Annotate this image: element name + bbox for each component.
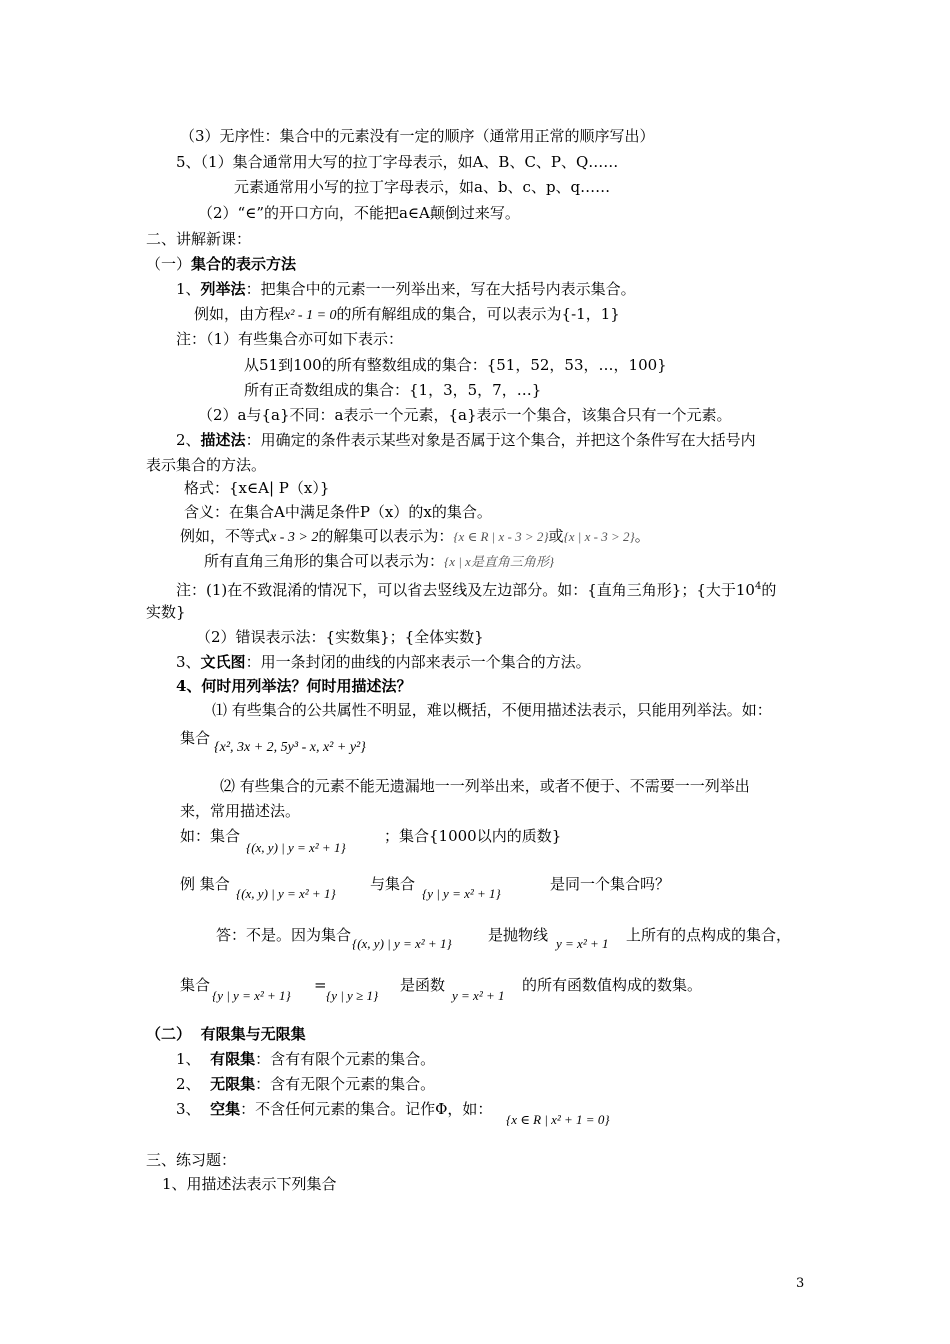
note-text: 注：(1)在不致混淆的情况下，可以省去竖线及左边部分。如：{直角三角形}；{大于10: [176, 581, 755, 599]
item-number: 2、: [176, 1075, 201, 1093]
line-note-omit-bar-cont: 实数}: [146, 603, 186, 621]
line-unordered-property: （3）无序性：集合中的元素没有一定的顺序（通常用正常的顺序写出）: [180, 127, 655, 145]
formula-point-set-3: {(x, y) | y = x² + 1}: [352, 936, 452, 951]
formula-function: y = x² + 1: [452, 988, 505, 1003]
exponent: 4: [754, 581, 762, 592]
term-finite: 有限集: [210, 1050, 256, 1068]
line-element-notation-lowercase: 元素通常用小写的拉丁字母表示，如a、b、c、p、q……: [234, 178, 611, 196]
formula-y-ge-1: {y | y ≥ 1}: [326, 988, 379, 1003]
example-text: 所有直角三角形的集合可以表示为：: [204, 552, 445, 570]
page-number: 3: [796, 1276, 805, 1291]
subsection-title: 集合的表示方法: [191, 255, 297, 273]
line-description-examples: [180, 826, 240, 846]
text-equals: =: [314, 976, 327, 994]
line-venn-diagram: [176, 652, 591, 672]
formula-point-set-2: {(x, y) | y = x² + 1}: [236, 886, 336, 901]
line-wrong-notation: （2）错误表示法：{实数集}；{全体实数}: [196, 628, 484, 646]
section-heading-new-lesson: 二、讲解新课：: [146, 230, 252, 248]
formula-point-set: {(x, y) | y = x² + 1}: [246, 840, 346, 855]
line-format: 格式：{x∈A| P（x）}: [184, 479, 330, 497]
line-inequality-example: [180, 526, 650, 548]
text-and-set: 与集合: [370, 875, 416, 893]
line-integers-51-100: 从51到100的所有整数组成的集合：{51，52，53，…，100}: [244, 356, 667, 374]
formula-enumerated-set: {x², 3x + 2, 5y³ - x, x² + y²}: [214, 740, 366, 755]
item-number: 1、: [176, 280, 201, 298]
term-enumeration: 列举法: [200, 280, 246, 298]
label-set: 集合: [180, 729, 211, 747]
line-enumeration-set-example: [180, 728, 210, 748]
line-description-method-cont: 表示集合的方法。: [146, 456, 267, 474]
line-note-1: 注：（1）有些集合亦可如下表示：: [176, 330, 404, 348]
subsection-title: 有限集与无限集: [200, 1025, 306, 1043]
label-text: 集合: [180, 976, 211, 994]
equation-formula: x² - 1 = 0: [284, 308, 337, 323]
line-positive-odd-numbers: 所有正奇数组成的集合：{1，3，5，7，…}: [244, 381, 542, 399]
example-text: 例如，不等式: [180, 527, 271, 545]
line-case-2: ⑵ 有些集合的元素不能无遗漏地一一列举出来，或者不便于、不需要一一列举出: [220, 777, 750, 795]
line-finite-set: [176, 1049, 435, 1069]
text-parabola: 是抛物线: [488, 926, 549, 944]
item-number: 3、: [176, 653, 201, 671]
formula-value-set-2: {y | y = x² + 1}: [212, 988, 291, 1003]
item-number: 3、: [176, 1100, 201, 1118]
text-points-set: 上所有的点构成的集合，: [626, 926, 792, 944]
formula-value-set: {y | y = x² + 1}: [422, 886, 501, 901]
line-belongs-symbol-note: （2）“∈”的开口方向，不能把a∈A颠倒过来写。: [198, 204, 520, 222]
definition-text: ：把集合中的元素一一列举出来，写在大括号内表示集合。: [245, 280, 636, 298]
line-meaning: 含义：在集合A中满足条件P（x）的x的集合。: [184, 503, 492, 521]
definition-text: ：用一条封闭的曲线的内部来表示一个集合的方法。: [245, 653, 591, 671]
example-result: 的所有解组成的集合，可以表示为{-1，1}: [336, 305, 620, 323]
line-note-omit-bar: [176, 577, 776, 600]
text-function-values: 的所有函数值构成的数集。: [522, 976, 703, 994]
text-function: 是函数: [400, 976, 446, 994]
formula-parabola: y = x² + 1: [556, 936, 609, 951]
definition-text: ：不含任何元素的集合。记作Φ，如：: [240, 1100, 493, 1118]
term-empty: 空集: [210, 1100, 241, 1118]
subsection-heading-representation: [146, 254, 296, 274]
set-formula-short: {x | x - 3 > 2}: [563, 529, 635, 544]
line-a-vs-set-a: （2）a与{a}不同：a表示一个元素，{a}表示一个集合，该集合只有一个元素。: [198, 406, 732, 424]
label-text: 例 集合: [180, 875, 230, 893]
answer-text: 答：不是。因为集合: [216, 926, 352, 944]
text-primes-set: ；集合{1000以内的质数}: [384, 827, 562, 845]
definition-text: ：含有无限个元素的集合。: [255, 1075, 436, 1093]
inequality-formula: x - 3 > 2: [270, 530, 319, 545]
set-formula-triangles: {x | x是直角三角形}: [444, 554, 555, 569]
subsection-number: （二）: [146, 1025, 192, 1043]
example-text: 例如，由方程: [194, 305, 285, 323]
label-text: 如：集合: [180, 827, 241, 845]
line-when-to-use: 4、何时用列举法？何时用描述法？: [176, 677, 412, 695]
line-infinite-set: [176, 1074, 435, 1094]
line-set-notation-uppercase: 5、（1）集合通常用大写的拉丁字母表示，如A、B、C、P、Q……: [176, 153, 619, 171]
line-empty-set: [176, 1099, 492, 1119]
subsection-heading-finite-infinite: [146, 1024, 306, 1044]
line-answer: [216, 925, 351, 945]
definition-text: ：用确定的条件表示某些对象是否属于这个集合，并把这个条件写在大括号内: [245, 431, 756, 449]
or-text: 或: [548, 527, 564, 545]
term-infinite: 无限集: [210, 1075, 256, 1093]
line-exercise-1: 1、用描述法表示下列集合: [162, 1175, 337, 1193]
line-right-triangles: [204, 551, 554, 572]
set-formula-with-r: {x ∈ R | x - 3 > 2}: [453, 529, 549, 544]
period: 。: [634, 527, 650, 545]
term-venn: 文氏图: [200, 653, 246, 671]
line-description-method: [176, 430, 756, 450]
example-text-2: 的解集可以表示为：: [318, 527, 454, 545]
line-answer-cont: [180, 975, 210, 995]
line-case-1: ⑴ 有些集合的公共属性不明显，难以概括，不便用描述法表示，只能用列举法。如：: [212, 701, 772, 719]
line-example-same-set: [180, 874, 230, 894]
line-case-2-cont: 来，常用描述法。: [180, 802, 301, 820]
line-enumeration-method: [176, 279, 636, 299]
item-number: 2、: [176, 431, 201, 449]
item-number: 1、: [176, 1050, 201, 1068]
definition-text: ：含有有限个元素的集合。: [255, 1050, 436, 1068]
term-description: 描述法: [200, 431, 246, 449]
note-text-end: 的: [761, 581, 777, 599]
text-question: 是同一个集合吗？: [550, 875, 671, 893]
section-heading-exercises: 三、练习题：: [146, 1151, 237, 1169]
formula-empty-set: {x ∈ R | x² + 1 = 0}: [506, 1112, 610, 1127]
subsection-number: （一）: [146, 255, 192, 273]
line-enumeration-example: [194, 304, 620, 326]
